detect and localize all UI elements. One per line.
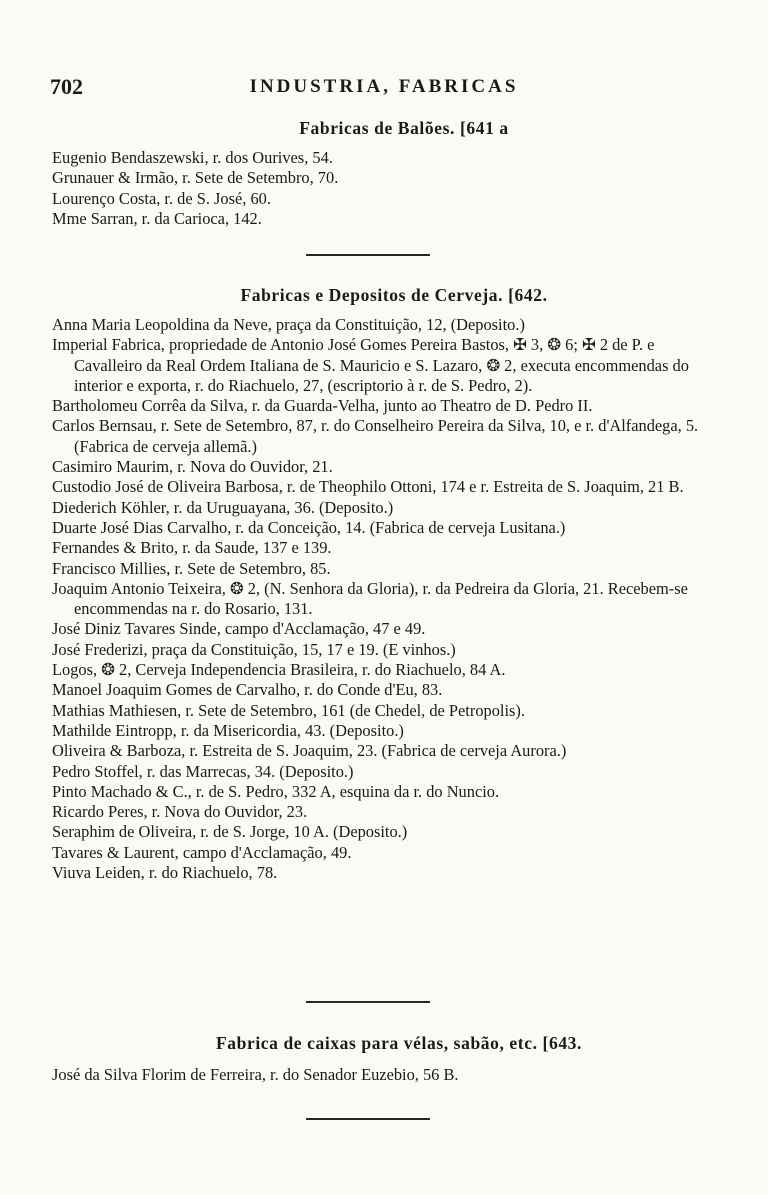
- list-item: Grunauer & Irmão, r. Sete de Setembro, 70.: [52, 168, 339, 188]
- list-item: Mme Sarran, r. da Carioca, 142.: [52, 208, 262, 228]
- list-item: Lourenço Costa, r. de S. José, 60.: [52, 188, 271, 208]
- list-item: Oliveira & Barboza, r. Estreita de S. Joaquim, 23. (Fabrica de cerveja Aurora.): [52, 741, 567, 761]
- list-item: Diederich Köhler, r. da Uruguayana, 36. (Deposito.): [52, 497, 394, 517]
- page-number: 702: [50, 74, 83, 99]
- section-divider: [306, 254, 430, 256]
- list-item: Ricardo Peres, r. Nova do Ouvidor, 23.: [52, 802, 308, 822]
- list-item: Carlos Bernsau, r. Sete de Setembro, 87, r. do Conselheiro Pereira da Silva, 10, e r. d'Alfandega, 5. (Fabrica de cerveja allemã.): [52, 416, 699, 456]
- list-item: Joaquim Antonio Teixeira, ❂ 2, (N. Senhora da Gloria), r. da Pedreira da Gloria, 21. Recebem-se encommendas na r. do Rosario, 131.: [52, 578, 688, 619]
- list-item: José Diniz Tavares Sinde, campo d'Acclamação, 47 e 49.: [52, 619, 426, 639]
- list-item: Anna Maria Leopoldina da Neve, praça da Constituição, 12, (Deposito.): [52, 315, 525, 334]
- section-title-641: Fabricas de Balões. [641 a: [299, 118, 509, 138]
- section-entries-642: [52, 315, 714, 883]
- list-item: Mathilde Eintropp, r. da Misericordia, 43. (Deposito.): [52, 720, 404, 740]
- list-item: Pedro Stoffel, r. das Marrecas, 34. (Deposito.): [52, 761, 354, 781]
- list-item: Imperial Fabrica, propriedade de Antonio José Gomes Pereira Bastos, ✠ 3, ❂ 6; ✠ 2 de P. e Cavalleiro da Real Ordem Italiana de S. Mauricio e S. Lazaro, ❂ 2, executa encommendas do interior e exporta, r. do Riachuelo, 27, (escriptorio à r. de S. Pedro, 2).: [52, 335, 689, 395]
- section-title-642: Fabricas e Depositos de Cerveja. [642.: [240, 285, 548, 305]
- running-head: INDUSTRIA, FABRICAS: [249, 76, 519, 97]
- list-item: Casimiro Maurim, r. Nova do Ouvidor, 21.: [52, 457, 333, 477]
- section-entries-641: [52, 148, 714, 229]
- list-item: Viuva Leiden, r. do Riachuelo, 78.: [52, 863, 278, 883]
- list-item: Seraphim de Oliveira, r. de S. Jorge, 10 A. (Deposito.): [52, 822, 408, 842]
- section-entries-643: [52, 1065, 714, 1085]
- list-item: José da Silva Florim de Ferreira, r. do Senador Euzebio, 56 B.: [52, 1065, 459, 1084]
- list-item: Mathias Mathiesen, r. Sete de Setembro, 161 (de Chedel, de Petropolis).: [52, 700, 525, 720]
- list-item: Pinto Machado & C., r. de S. Pedro, 332 A, esquina da r. do Nuncio.: [52, 781, 500, 801]
- list-item: Fernandes & Brito, r. da Saude, 137 e 139.: [52, 538, 332, 558]
- section-title-643: Fabrica de caixas para vélas, sabão, etc. [643.: [215, 1033, 582, 1053]
- list-item: Duarte José Dias Carvalho, r. da Conceição, 14. (Fabrica de cerveja Lusitana.): [52, 517, 566, 537]
- list-item: Bartholomeu Corrêa da Silva, r. da Guarda-Velha, junto ao Theatro de D. Pedro II.: [52, 396, 593, 416]
- section-divider: [306, 1001, 430, 1003]
- list-item: Eugenio Bendaszewski, r. dos Ourives, 54.: [52, 148, 333, 167]
- list-item: Francisco Millies, r. Sete de Setembro, 85.: [52, 558, 331, 578]
- section-divider: [306, 1118, 430, 1120]
- list-item: Custodio José de Oliveira Barbosa, r. de Theophilo Ottoni, 174 e r. Estreita de S. Joaquim, 21 B.: [52, 477, 684, 497]
- list-item: Tavares & Laurent, campo d'Acclamação, 49.: [52, 842, 352, 862]
- list-item: Manoel Joaquim Gomes de Carvalho, r. do Conde d'Eu, 83.: [52, 680, 443, 700]
- list-item: Logos, ❂ 2, Cerveja Independencia Brasileira, r. do Riachuelo, 84 A.: [52, 660, 506, 680]
- list-item: José Frederizi, praça da Constituição, 15, 17 e 19. (E vinhos.): [52, 639, 456, 659]
